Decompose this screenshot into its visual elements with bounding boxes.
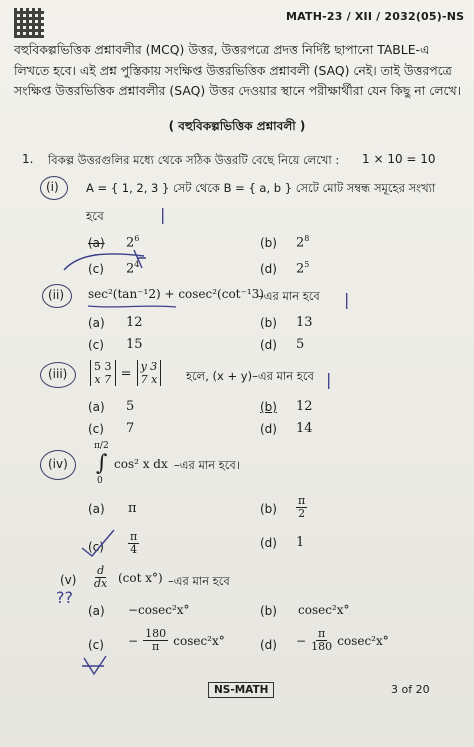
option-iv-d-label: (d) — [260, 536, 277, 550]
item-ii-label: (ii) — [48, 288, 65, 302]
item-v-label: (v) — [60, 573, 77, 587]
item-iii-equation: 5 3 x 7 = y 3 7 x — [90, 360, 161, 386]
option-v-d-label: (d) — [260, 638, 277, 652]
integral-sign: ∫ — [96, 451, 108, 476]
option-iii-a-label: (a) — [88, 400, 105, 414]
pen-tick: | — [160, 205, 166, 224]
option-ii-d: 5 — [296, 337, 305, 352]
page-number: 3 of 20 — [391, 683, 430, 696]
item-iv-label: (iv) — [48, 457, 68, 471]
option-iii-b-label: (b) — [260, 400, 277, 414]
option-ii-b-label: (b) — [260, 316, 277, 330]
item-ii-expr: sec²(tan⁻¹2) + cosec²(cot⁻¹3) — [88, 287, 264, 301]
option-ii-d-label: (d) — [260, 338, 277, 352]
integral-upper-limit: π/2 — [94, 441, 109, 451]
option-iii-b: 12 — [296, 399, 313, 414]
pen-scribble — [60, 246, 150, 276]
integrand: cos² x dx — [114, 457, 168, 471]
item-i-label: (i) — [46, 180, 59, 194]
item-iii-suffix: হলে, (x + y)–এর মান হবে — [186, 369, 314, 383]
option-i-d: $2^5$ — [296, 260, 310, 277]
question-instruction: বিকল্প উত্তরগুলির মধ্যে থেকে সঠিক উত্তরটি বেছে নিয়ে লেখো : — [48, 153, 340, 167]
option-iii-a: 5 — [126, 399, 135, 414]
item-v-derivative: $\frac{d}{dx}$ — [94, 564, 108, 590]
option-iv-a: π — [128, 501, 137, 516]
option-iv-c: $\frac{\pi}{4}$ — [130, 530, 138, 556]
question-marks: 1 × 10 = 10 — [362, 152, 436, 166]
option-i-b-label: (b) — [260, 236, 277, 250]
option-ii-c-label: (c) — [88, 338, 104, 352]
option-v-d: − $\frac{\pi}{180}$ cosec²x° — [296, 627, 389, 653]
option-ii-a-label: (a) — [88, 316, 105, 330]
instruction-line-1: বহুবিকল্পভিত্তিক প্রশ্নাবলীর (MCQ) উত্তর, উত্তরপত্রে প্রদত্ত নির্দিষ্ট ছাপানো TABLE-এ — [14, 42, 430, 57]
matrix-left: 5 3 x 7 — [90, 360, 116, 386]
question-number: 1. — [22, 152, 34, 166]
option-iii-d-label: (d) — [260, 422, 277, 436]
option-ii-c: 15 — [126, 337, 143, 352]
matrix-right: y 3 7 x — [137, 360, 162, 386]
option-iv-d: 1 — [296, 535, 305, 550]
paper-code: MATH-23 / XII / 2032(05)-NS — [286, 10, 465, 23]
option-i-a: $2^6$ — [126, 234, 140, 251]
option-ii-a: 12 — [126, 315, 143, 330]
option-i-d-label: (d) — [260, 262, 277, 276]
option-v-b-label: (b) — [260, 604, 277, 618]
item-v-suffix: –এর মান হবে — [168, 574, 230, 588]
option-i-c-label: (c) — [88, 262, 104, 276]
option-v-b: cosec²x° — [298, 603, 350, 617]
option-i-b: $2^8$ — [296, 234, 310, 251]
instruction-line-3: সংক্ষিপ্ত উত্তরভিত্তিক প্রশ্নাবলীর (SAQ) উত্তর দেওয়ার স্থানে পরীক্ষার্থীরা যেন কিছু না লেখে। — [14, 83, 462, 98]
pen-cross-mark — [80, 654, 110, 678]
item-v-expr: (cot x°) — [118, 571, 163, 585]
pen-question-marks: ?? — [56, 588, 73, 607]
option-iii-c-label: (c) — [88, 422, 104, 436]
section-title: ( বহুবিকল্পভিত্তিক প্রশ্নাবলী ) — [168, 119, 306, 133]
item-iv-suffix: –এর মান হবে। — [174, 458, 240, 472]
option-v-c-label: (c) — [88, 638, 104, 652]
pen-tick-mark — [78, 526, 118, 560]
instruction-line-2: লিখতে হবে। এই প্রশ্ন পুস্তিকায় সংক্ষিপ্ত উত্তরভিত্তিক প্রশ্নাবলী (SAQ) নেই। তাই উত্তরপত্রে — [14, 62, 452, 78]
item-ii-suffix: –এর মান হবে — [258, 289, 320, 303]
option-i-a-label: (a) — [88, 236, 105, 250]
option-v-a: −cosec²x° — [128, 603, 190, 617]
option-iii-c: 7 — [126, 421, 135, 436]
option-ii-b: 13 — [296, 315, 313, 330]
option-v-c: − $\frac{180}{\pi}$ cosec²x° — [128, 627, 225, 653]
pen-tick: | — [344, 290, 350, 309]
option-iii-d: 14 — [296, 421, 313, 436]
item-iii-label: (iii) — [48, 367, 68, 381]
option-iv-b: $\frac{\pi}{2}$ — [298, 494, 306, 520]
option-iv-a-label: (a) — [88, 502, 105, 516]
qr-code-icon — [14, 8, 44, 38]
integral-lower-limit: 0 — [97, 476, 103, 486]
option-iv-c-label: (c) — [88, 540, 104, 554]
subject-box: NS-MATH — [208, 682, 274, 698]
option-i-c: $2^4$ — [126, 260, 140, 277]
pen-tick: | — [326, 370, 332, 389]
option-iv-b-label: (b) — [260, 502, 277, 516]
pen-underline — [86, 302, 178, 310]
instructions — [14, 40, 462, 102]
item-i-text-2: হবে — [86, 209, 104, 223]
option-v-a-label: (a) — [88, 604, 105, 618]
item-i-text: A = { 1, 2, 3 } সেট থেকে B = { a, b } সেটে মোট সম্বন্ধ সমূহের সংখ্যা — [86, 181, 436, 195]
